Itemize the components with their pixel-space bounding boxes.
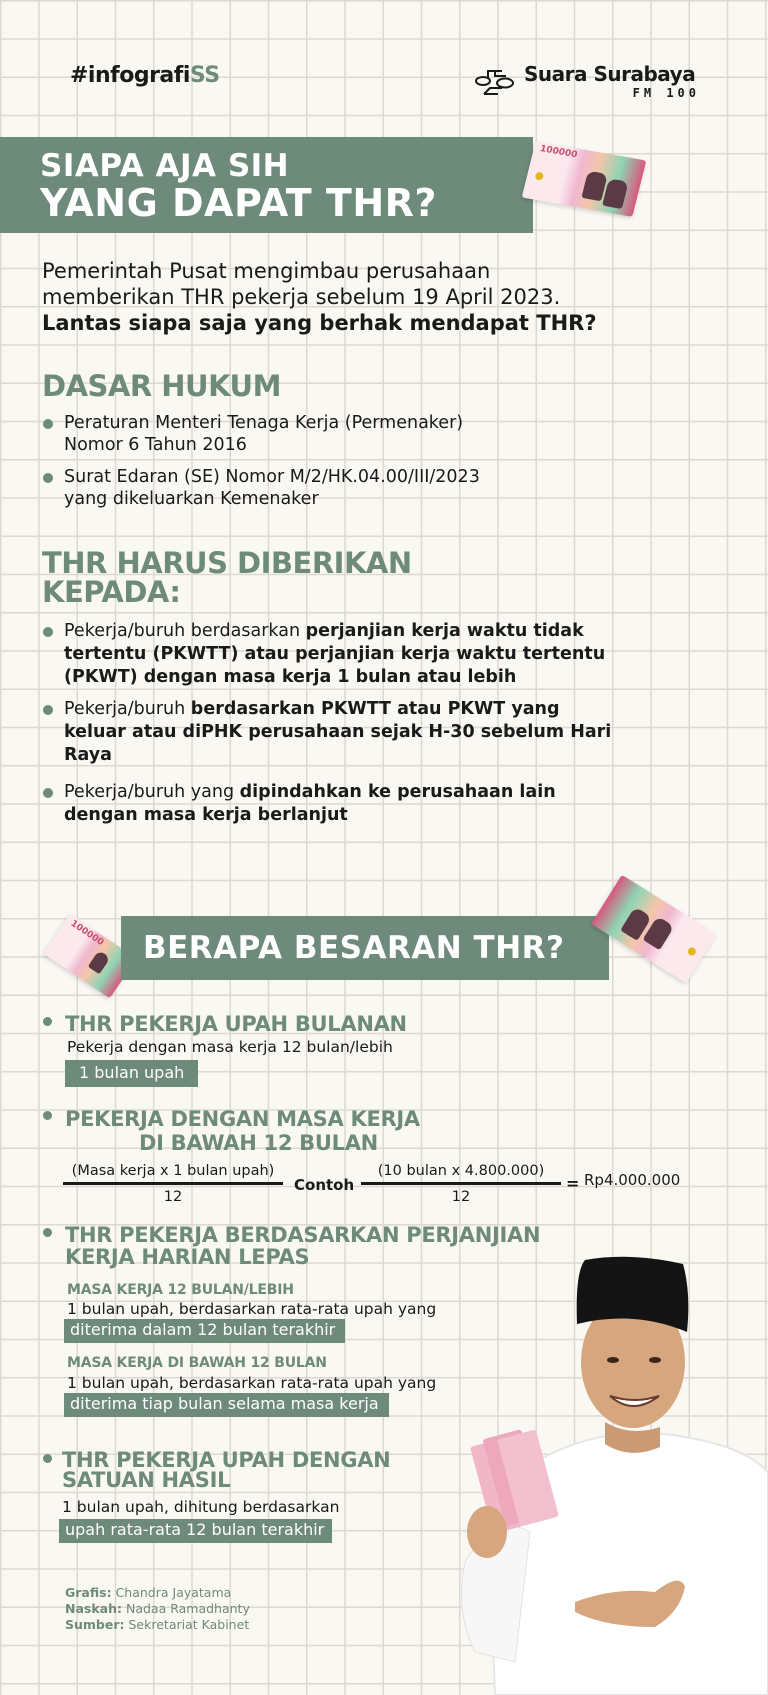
title-banner bbox=[0, 137, 533, 233]
credit-value: Sekretariat Kabinet bbox=[128, 1617, 250, 1632]
formula-denominator: 12 bbox=[163, 1189, 183, 1205]
list-item-text: Pekerja/buruh yang bbox=[64, 782, 240, 802]
besaran-banner bbox=[121, 916, 609, 980]
highlight-text: diterima dalam 12 bulan terakhir bbox=[64, 1319, 345, 1343]
banknote-illustration bbox=[591, 875, 717, 984]
subsection-desc: 1 bulan upah, berdasarkan rata-rata upah yang bbox=[67, 1374, 437, 1392]
list-item-bold: perjanjian kerja waktu tidak tertentu (PKWTT) atau perjanjian kerja waktu tertentu (PKWT) dengan masa kerja 1 bulan atau lebih bbox=[64, 621, 606, 687]
section-title bbox=[65, 1107, 420, 1155]
title-line-1: SIAPA AJA SIH bbox=[40, 148, 290, 184]
hashtag-prefix: #infografi bbox=[70, 63, 190, 88]
title-line: PEKERJA DENGAN MASA KERJA bbox=[65, 1107, 420, 1131]
credit-label: Sumber: bbox=[65, 1617, 125, 1632]
logo-name: Suara Surabaya bbox=[524, 62, 696, 86]
heading-line: THR HARUS DIBERIKAN bbox=[42, 546, 412, 580]
music-note-logo-icon bbox=[474, 68, 516, 98]
list-item bbox=[42, 466, 642, 510]
example-fraction bbox=[361, 1163, 561, 1205]
credit-sumber bbox=[65, 1617, 250, 1633]
list-item bbox=[42, 781, 594, 827]
example-numerator: (10 bulan x 4.800.000) bbox=[361, 1163, 561, 1185]
banknote-value: 100000 bbox=[538, 144, 579, 161]
subsection-desc: 1 bulan upah, berdasarkan rata-rata upah yang bbox=[67, 1300, 437, 1318]
list-item-text: yang dikeluarkan Kemenaker bbox=[64, 489, 319, 509]
list-item-text: Pekerja/buruh berdasarkan bbox=[64, 621, 306, 641]
bullet-icon bbox=[43, 1228, 52, 1237]
example-result: Rp4.000.000 bbox=[584, 1171, 681, 1189]
credit-grafis bbox=[65, 1585, 250, 1601]
portrait-icon bbox=[602, 178, 629, 209]
dasar-hukum-heading: DASAR HUKUM bbox=[42, 369, 281, 403]
credit-naskah bbox=[65, 1601, 250, 1617]
kepada-heading bbox=[42, 546, 412, 609]
list-item bbox=[42, 698, 622, 767]
section-desc: 1 bulan upah, dihitung berdasarkan bbox=[62, 1498, 340, 1516]
hashtag-label bbox=[70, 63, 220, 88]
bullet-icon bbox=[43, 1017, 52, 1026]
credit-value: Chandra Jayatama bbox=[115, 1585, 232, 1600]
subsection-title: MASA KERJA 12 BULAN/LEBIH bbox=[67, 1282, 294, 1298]
list-item-bold: berdasarkan PKWTT atau PKWT yang keluar atau diPHK perusahaan sejak H-30 sebelum Hari Raya bbox=[64, 699, 612, 765]
credit-label: Naskah: bbox=[65, 1601, 122, 1616]
example-denominator: 12 bbox=[451, 1189, 471, 1205]
formula-fraction bbox=[63, 1163, 283, 1205]
title-line: DI BAWAH 12 BULAN bbox=[139, 1131, 378, 1155]
highlight-box bbox=[64, 1319, 345, 1343]
list-item bbox=[42, 412, 642, 456]
subsection-title: MASA KERJA DI BAWAH 12 BULAN bbox=[67, 1355, 327, 1371]
equals-sign: = bbox=[566, 1174, 580, 1193]
title-line: THR PEKERJA UPAH DENGAN bbox=[62, 1448, 391, 1472]
logo-subtitle: FM 100 bbox=[632, 86, 700, 100]
highlight-box bbox=[64, 1393, 389, 1417]
example-label: Contoh bbox=[294, 1176, 355, 1194]
title-line: KERJA HARIAN LEPAS bbox=[65, 1245, 310, 1269]
intro-line: memberikan THR pekerja sebelum 19 April 2023. bbox=[42, 285, 561, 309]
list-item-bold: dipindahkan ke perusahaan lain dengan masa kerja berlanjut bbox=[64, 782, 556, 825]
highlight-text: diterima tiap bulan selama masa kerja bbox=[64, 1393, 389, 1417]
suara-surabaya-logo bbox=[474, 62, 714, 104]
intro-line: Pemerintah Pusat mengimbau perusahaan bbox=[42, 259, 491, 283]
highlight-text: upah rata-rata 12 bulan terakhir bbox=[59, 1519, 332, 1543]
list-item-text: Surat Edaran (SE) Nomor M/2/HK.04.00/III/2023 bbox=[64, 467, 480, 487]
dasar-hukum-list bbox=[42, 412, 642, 510]
banknote-illustration bbox=[522, 141, 647, 217]
man-holding-money-photo bbox=[455, 1232, 768, 1695]
list-item-text: Pekerja/buruh bbox=[64, 699, 191, 719]
formula-numerator: (Masa kerja x 1 bulan upah) bbox=[63, 1163, 283, 1185]
intro-question: Lantas siapa saja yang berhak mendapat THR? bbox=[42, 311, 597, 335]
emblem-icon bbox=[686, 946, 697, 957]
highlight-text: 1 bulan upah bbox=[65, 1060, 198, 1087]
credit-value: Nadaa Ramadhanty bbox=[125, 1601, 250, 1616]
title-line: THR PEKERJA BERDASARKAN PERJANJIAN bbox=[65, 1223, 541, 1247]
bullet-icon bbox=[43, 1111, 52, 1120]
bullet-icon bbox=[43, 1454, 52, 1463]
credits bbox=[65, 1585, 250, 1633]
kepada-list bbox=[42, 620, 622, 827]
banknote-value: 100000 bbox=[68, 918, 106, 949]
list-item bbox=[42, 620, 622, 689]
title-line: SATUAN HASIL bbox=[62, 1468, 231, 1492]
portrait-icon bbox=[88, 950, 111, 974]
list-item-text: Nomor 6 Tahun 2016 bbox=[64, 435, 247, 455]
intro-text bbox=[42, 258, 732, 336]
banner-title: BERAPA BESARAN THR? bbox=[143, 930, 565, 966]
list-item-text: Peraturan Menteri Tenaga Kerja (Permenaker) bbox=[64, 413, 464, 433]
title-line-2: YANG DAPAT THR? bbox=[40, 181, 437, 225]
section-desc: Pekerja dengan masa kerja 12 bulan/lebih bbox=[67, 1038, 393, 1056]
highlight-box bbox=[65, 1060, 198, 1087]
highlight-box bbox=[59, 1519, 332, 1543]
section-title bbox=[62, 1450, 390, 1490]
heading-line: KEPADA: bbox=[42, 575, 181, 609]
section-title: THR PEKERJA UPAH BULANAN bbox=[65, 1012, 407, 1036]
credit-label: Grafis: bbox=[65, 1585, 112, 1600]
hashtag-suffix: SS bbox=[189, 63, 220, 88]
emblem-icon bbox=[534, 172, 544, 181]
